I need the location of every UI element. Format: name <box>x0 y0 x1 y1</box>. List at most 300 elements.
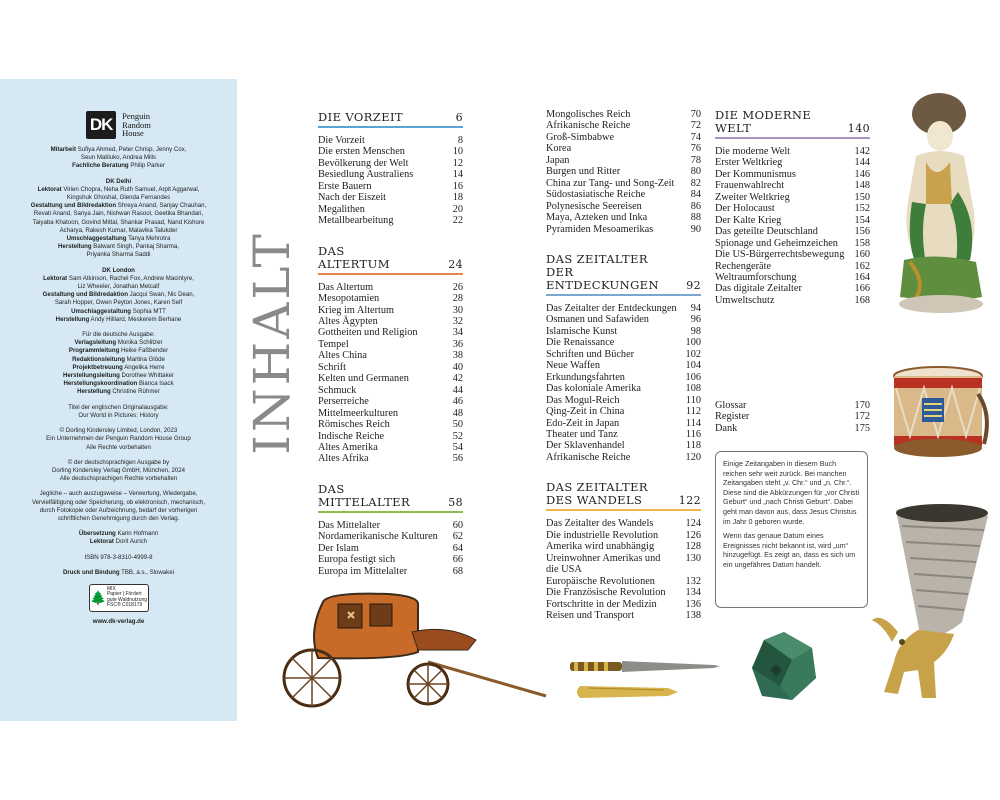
imprint-line <box>10 154 227 162</box>
toc-entry-title: Nordamerikanische Kulturen <box>318 531 438 543</box>
toc-entry[interactable] <box>546 212 701 223</box>
imprint-text: Acharya, Rakesh Kumar, Malavika Talukder <box>59 226 178 234</box>
toc-entry[interactable] <box>318 566 463 577</box>
imprint-text: Ein Unternehmen der Penguin Random House Group <box>46 435 191 443</box>
toc-entry-title: Gottheiten und Religion <box>318 327 418 339</box>
imprint-role: Verlagsleitung <box>74 339 117 347</box>
imprint-block <box>10 427 227 452</box>
imprint-role: Projektbetreuung <box>72 363 123 371</box>
imprint-text: © Dorling Kindersley Limited, London, 2023 <box>59 427 178 435</box>
imprint-role: Mitarbeit <box>50 146 76 153</box>
figurine-image <box>886 92 988 317</box>
toc-entry-page: 18 <box>452 192 463 204</box>
publisher-url[interactable]: www.dk-verlag.de <box>92 617 145 625</box>
toc-entry-title: Frauenwahlrecht <box>715 180 785 192</box>
toc-entry[interactable] <box>546 143 701 154</box>
toc-entry-title: Die Französische Revolution <box>546 587 666 599</box>
toc-entry-title: Afrikanische Reiche <box>546 451 631 463</box>
toc-entry[interactable] <box>318 135 463 146</box>
imprint-line <box>10 427 227 435</box>
toc-entry[interactable] <box>715 169 870 180</box>
toc-entry[interactable] <box>546 109 701 120</box>
toc-entry-page: 96 <box>690 314 701 326</box>
toc-entry-list <box>546 303 701 463</box>
toc-entry-page: 28 <box>452 293 463 305</box>
toc-entry-title: Bevölkerung der Welt <box>318 157 409 169</box>
imprint-line <box>10 444 227 452</box>
section-title: DAS ZEITALTER DER ENTDECKUNGEN <box>546 251 659 292</box>
section-page: 92 <box>686 278 701 292</box>
toc-entry-title: Der Kommunismus <box>715 168 796 180</box>
section-page: 6 <box>455 111 463 124</box>
toc-entry-page: 94 <box>690 302 701 314</box>
toc-entry-title: Tempel <box>318 338 349 350</box>
toc-entry[interactable] <box>318 215 463 226</box>
toc-entry[interactable] <box>546 541 701 552</box>
imprint-text: Jegliche – auch auszugsweise – Verwertung, Wiedergabe, <box>39 490 198 498</box>
toc-entry-title: Zweiter Weltkrieg <box>715 191 790 203</box>
toc-entry-page: 54 <box>452 441 463 453</box>
imprint-line <box>10 243 227 251</box>
toc-entry-page: 76 <box>690 143 701 155</box>
imprint-line <box>10 186 227 194</box>
toc-entry-title: Qing-Zeit in China <box>546 406 625 418</box>
toc-entry[interactable] <box>546 610 701 621</box>
toc-entry-title: Erkundungsfahrten <box>546 371 625 383</box>
toc-entry[interactable] <box>546 314 701 325</box>
toc-section-wandels <box>546 481 701 621</box>
imprint-role: DK Delhi <box>105 177 132 185</box>
imprint-text: Angelika Herre <box>122 363 165 371</box>
toc-column-2 <box>546 109 701 639</box>
imprint-line <box>10 515 227 523</box>
toc-entry[interactable] <box>318 293 463 304</box>
toc-entry[interactable] <box>546 303 701 314</box>
toc-column-3 <box>715 109 870 324</box>
toc-entry-title: Mesopotamien <box>318 293 380 305</box>
toc-entry-page: 56 <box>452 453 463 465</box>
imprint-text: Sophia MTT <box>131 307 166 315</box>
imprint-credits <box>10 146 227 577</box>
toc-entry-page: 138 <box>685 609 701 621</box>
section-heading[interactable] <box>318 245 463 275</box>
imprint-text: Sam Atkinson, Rachel Fox, Andrew Macintyre, <box>67 274 194 282</box>
toc-entry-page: 68 <box>452 565 463 577</box>
toc-entry[interactable] <box>715 283 870 294</box>
toc-entry-title: Europa festigt sich <box>318 554 396 566</box>
toc-entry-title: China zur Tang- und Song-Zeit <box>546 177 675 189</box>
toc-entry[interactable] <box>715 192 870 203</box>
imprint-text: Philip Parker <box>128 162 165 170</box>
toc-entry-page: 22 <box>452 215 463 227</box>
imprint-line <box>10 339 227 347</box>
toc-entry-page: 30 <box>452 304 463 316</box>
toc-entry[interactable] <box>318 146 463 157</box>
toc-entry-page: 8 <box>457 135 463 146</box>
imprint-line <box>10 291 227 299</box>
toc-entry[interactable] <box>318 520 463 531</box>
publisher-logo <box>10 111 227 139</box>
toc-entry-page: 154 <box>854 214 870 226</box>
toc-entry[interactable] <box>318 554 463 565</box>
toc-entry-title: Megalithen <box>318 203 365 215</box>
toc-entry[interactable] <box>715 146 870 157</box>
toc-entry-title: Der Kalte Krieg <box>715 214 782 226</box>
toc-entry[interactable] <box>318 181 463 192</box>
section-title: DAS ZEITALTER DES WANDELS <box>546 480 648 508</box>
imprint-line <box>10 194 227 202</box>
toc-entry[interactable] <box>546 224 701 235</box>
toc-entry-title: Register <box>715 411 750 423</box>
imprint-line <box>10 331 227 339</box>
imprint-line <box>10 356 227 364</box>
imprint-text: Andy Hilliard, Meskerem Berhane <box>89 315 182 323</box>
toc-entry-title: Altes Ägypten <box>318 315 378 327</box>
toc-entry[interactable] <box>318 350 463 361</box>
toc-entry[interactable] <box>546 587 701 598</box>
toc-entry-page: 50 <box>452 419 463 431</box>
toc-entry[interactable] <box>546 189 701 200</box>
toc-entry-page: 164 <box>854 271 870 283</box>
imprint-text: Kingshuk Ghoshal, Glenda Fernandes <box>66 194 171 202</box>
toc-entry-title: Krieg im Altertum <box>318 304 395 316</box>
toc-entry[interactable] <box>318 531 463 542</box>
toc-section-none <box>546 109 701 235</box>
imprint-text: Virien Chopra, Neha Ruth Samuel, Arpit Aggarwal, <box>61 185 200 193</box>
toc-entry[interactable] <box>318 282 463 293</box>
toc-entry[interactable] <box>546 429 701 440</box>
toc-entry[interactable] <box>715 157 870 168</box>
imprint-block <box>10 530 227 546</box>
toc-entry-page: 126 <box>685 529 701 541</box>
toc-entry[interactable] <box>318 204 463 215</box>
toc-entry-page: 64 <box>452 542 463 554</box>
toc-entry-title: Burgen und Ritter <box>546 166 621 178</box>
toc-entry-title: Glossar <box>715 400 747 411</box>
toc-entry[interactable] <box>546 418 701 429</box>
section-page: 58 <box>448 495 463 509</box>
dagger-image <box>568 656 720 702</box>
toc-entry-list <box>715 146 870 306</box>
imprint-text: TBB, a.s., Slowakei <box>119 568 174 576</box>
toc-entry-title: Südostasiatische Reiche <box>546 189 646 201</box>
toc-entry-title: Pyramiden Mesoamerikas <box>546 223 654 235</box>
toc-entry-title: Korea <box>546 143 572 155</box>
toc-entry-page: 66 <box>452 554 463 566</box>
toc-entry-page: 26 <box>452 281 463 293</box>
toc-entry[interactable] <box>715 295 870 306</box>
drum-image <box>888 364 994 462</box>
imprint-line <box>10 388 227 396</box>
imprint-text: Dorothee Whittaker <box>119 372 175 380</box>
gemstone-image <box>750 630 818 702</box>
toc-entry[interactable] <box>715 249 870 260</box>
toc-entry-title: Schrift <box>318 361 347 373</box>
toc-entry-title: Metallbearbeitung <box>318 215 394 227</box>
imprint-role: Lektorat <box>89 538 114 546</box>
toc-entry-page: 12 <box>452 157 463 169</box>
toc-entry-page: 80 <box>690 166 701 178</box>
imprint-text: Jacqui Swan, Nic Dean, <box>127 291 195 299</box>
toc-entry-page: 124 <box>685 518 701 530</box>
note-paragraph-2: Wenn das genaue Datum eines Ereignisses nicht bekannt ist, wird „um“ hinzugefügt. Es zeigt an, dass es sich um ein ungefähres Datum handelt. <box>723 531 856 569</box>
toc-entry-page: 36 <box>452 338 463 350</box>
toc-entry-page: 32 <box>452 315 463 327</box>
toc-entry-page: 84 <box>690 189 701 201</box>
imprint-text: durch Fotokopie oder Aufzeichnung, bedarf der vorherigen <box>39 506 198 514</box>
imprint-text: Taiyaba Khatoon, Govind Mittal, Shankar Prasad, Nand Kishore <box>32 218 205 226</box>
toc-entry[interactable] <box>546 530 701 541</box>
imprint-role: Druck und Bindung <box>63 568 120 576</box>
toc-entry[interactable] <box>546 553 701 576</box>
toc-entry[interactable] <box>715 411 870 422</box>
toc-entry[interactable] <box>318 408 463 419</box>
toc-entry-page: 114 <box>685 417 701 429</box>
toc-entry[interactable] <box>546 201 701 212</box>
section-heading[interactable] <box>318 111 463 128</box>
toc-entry[interactable] <box>318 419 463 430</box>
imprint-role: Gestaltung und Bildredaktion <box>30 202 117 210</box>
section-page: 140 <box>847 122 870 135</box>
toc-entry[interactable] <box>318 316 463 327</box>
toc-section-altertum <box>318 245 463 465</box>
toc-entry[interactable] <box>546 349 701 360</box>
toc-entry-title: Das Mittelalter <box>318 519 381 531</box>
toc-entry[interactable] <box>318 327 463 338</box>
toc-entry[interactable] <box>715 180 870 191</box>
imprint-line <box>10 538 227 546</box>
imprint-text: Monika Schlitzer <box>116 339 163 347</box>
imprint-line <box>10 202 227 210</box>
toc-entry-page: 146 <box>854 168 870 180</box>
imprint-line <box>10 162 227 170</box>
imprint-block <box>10 331 227 397</box>
toc-entry-title: Groß-Simbabwe <box>546 131 615 143</box>
imprint-text: Martina Glöde <box>124 355 165 363</box>
section-heading[interactable] <box>546 481 701 511</box>
toc-entry-page: 48 <box>452 407 463 419</box>
imprint-line <box>10 316 227 324</box>
toc-entry-title: Reisen und Transport <box>546 609 635 621</box>
imprint-text: Liz Wheeler, Jonathan Metcalf <box>77 283 160 291</box>
toc-entry[interactable] <box>546 360 701 371</box>
toc-entry[interactable] <box>546 599 701 610</box>
toc-entry-title: Das Altertum <box>318 281 374 293</box>
toc-entry-page: 116 <box>685 428 701 440</box>
toc-entry-page: 128 <box>685 541 701 553</box>
toc-entry[interactable] <box>715 238 870 249</box>
toc-entry[interactable] <box>715 423 870 434</box>
imprint-role: DK London <box>102 266 135 274</box>
toc-entry[interactable] <box>318 385 463 396</box>
imprint-block <box>10 459 227 484</box>
toc-entry[interactable] <box>546 337 701 348</box>
toc-entry[interactable] <box>318 362 463 373</box>
toc-entry[interactable] <box>546 372 701 383</box>
toc-entry-page: 148 <box>854 180 870 192</box>
toc-entry[interactable] <box>546 120 701 131</box>
imprint-role: Herstellung <box>58 243 92 251</box>
toc-entry-title: Erster Weltkrieg <box>715 157 783 169</box>
toc-entry-page: 10 <box>452 146 463 158</box>
toc-entry[interactable] <box>318 192 463 203</box>
toc-entry-title: Die industrielle Revolution <box>546 529 659 541</box>
imprint-role: Gestaltung und Bildredaktion <box>42 291 128 299</box>
toc-entry[interactable] <box>318 431 463 442</box>
toc-entry-title: Kelten und Germanen <box>318 373 409 385</box>
imprint-line <box>10 412 227 420</box>
toc-entry-page: 156 <box>854 226 870 238</box>
toc-entry[interactable] <box>715 261 870 272</box>
imprint-block <box>10 569 227 577</box>
imprint-text: Vervielfältigung oder Speicherung, ob elektronisch, mechanisch, <box>31 498 206 506</box>
imprint-text: Our World in Pictures: History <box>78 411 159 419</box>
toc-entry[interactable] <box>546 576 701 587</box>
toc-entry[interactable] <box>715 272 870 283</box>
toc-entry-page: 152 <box>854 203 870 215</box>
toc-entry-list <box>546 518 701 621</box>
toc-entry[interactable] <box>318 339 463 350</box>
toc-entry[interactable] <box>318 305 463 316</box>
toc-entry-title: Schmuck <box>318 384 357 396</box>
toc-entry-page: 88 <box>690 212 701 224</box>
imprint-role: Herstellung <box>55 315 90 323</box>
imprint-text: Dorling Kindersley Verlag GmbH, München, 2024 <box>51 466 186 474</box>
toc-entry-title: Die ersten Menschen <box>318 146 405 158</box>
imprint-text: Karin Hofmann <box>115 530 159 538</box>
imprint-role: Fachliche Beratung <box>72 162 129 170</box>
imprint-line <box>10 554 227 562</box>
toc-entry[interactable] <box>318 373 463 384</box>
toc-entry-page: 170 <box>854 400 870 411</box>
toc-entry-title: Das geteilte Deutschland <box>715 226 818 238</box>
toc-entry[interactable] <box>318 543 463 554</box>
toc-entry[interactable] <box>546 518 701 529</box>
imprint-role: Lektorat <box>37 185 62 193</box>
toc-entry-title: Weltraumforschung <box>715 271 797 283</box>
toc-entry-page: 86 <box>690 200 701 212</box>
toc-entry-title: Ureinwohner Amerikas und die USA <box>546 552 661 576</box>
toc-entry[interactable] <box>546 452 701 463</box>
toc-entry-title: Der Holocaust <box>715 203 775 215</box>
toc-entry[interactable] <box>715 215 870 226</box>
toc-entry[interactable] <box>318 158 463 169</box>
toc-entry-page: 106 <box>685 371 701 383</box>
toc-entry-title: Europäische Revolutionen <box>546 575 655 587</box>
section-title: DAS MITTELALTER <box>318 481 411 509</box>
toc-column-1 <box>318 111 463 595</box>
toc-entry-page: 100 <box>685 337 701 349</box>
toc-entry-title: Spionage und Geheimzeichen <box>715 237 838 249</box>
toc-entry[interactable] <box>715 226 870 237</box>
imprint-line <box>10 283 227 291</box>
imprint-block <box>10 178 227 260</box>
toc-entry-page: 136 <box>685 598 701 610</box>
imprint-block <box>10 490 227 523</box>
toc-entry-title: Die Renaissance <box>546 337 615 349</box>
toc-entry[interactable] <box>546 395 701 406</box>
toc-entry[interactable] <box>318 453 463 464</box>
toc-entry-page: 150 <box>854 191 870 203</box>
imprint-role: Herstellungsleitung <box>62 372 120 380</box>
imprint-text: Seun Matiluko, Andrea Mills <box>80 154 157 162</box>
toc-appendix <box>715 400 870 434</box>
imprint-text: © der deutschsprachigen Ausgabe by <box>67 458 170 466</box>
toc-entry[interactable] <box>546 132 701 143</box>
toc-entry-page: 172 <box>854 411 870 423</box>
toc-entry[interactable] <box>546 178 701 189</box>
toc-entry-page: 104 <box>685 360 701 372</box>
toc-entry-title: Japan <box>546 154 570 166</box>
toc-section-entdeckungen <box>546 253 701 463</box>
fsc-label <box>89 584 149 612</box>
toc-entry[interactable] <box>546 326 701 337</box>
toc-entry-page: 40 <box>452 361 463 373</box>
imprint-text: Sufiya Ahmed, Peter Chrisp, Jenny Cox, <box>75 146 187 153</box>
toc-entry-title: Das koloniale Amerika <box>546 383 641 395</box>
section-heading[interactable] <box>318 483 463 513</box>
toc-entry[interactable] <box>318 442 463 453</box>
imprint-text: Priyanka Sharma Saddi <box>86 251 151 259</box>
toc-entry-list <box>318 135 463 227</box>
toc-entry-page: 72 <box>690 120 701 132</box>
toc-entry-title: Indische Reiche <box>318 430 385 442</box>
toc-entry-page: 134 <box>685 587 701 599</box>
imprint-text: Heike Faßbender <box>119 347 169 355</box>
toc-entry[interactable] <box>318 169 463 180</box>
toc-entry[interactable] <box>715 203 870 214</box>
section-heading[interactable] <box>546 253 701 296</box>
imprint-role: Herstellungskoordination <box>63 380 138 388</box>
toc-entry[interactable] <box>546 406 701 417</box>
section-heading[interactable] <box>715 109 870 139</box>
toc-entry[interactable] <box>546 166 701 177</box>
toc-entry-title: Umweltschutz <box>715 294 775 306</box>
carriage-image <box>278 592 548 710</box>
toc-entry[interactable] <box>546 155 701 166</box>
toc-entry[interactable] <box>318 396 463 407</box>
imprint-text: schriftlichen Genehmigung durch den Verlag. <box>57 514 180 522</box>
imprint-line <box>10 404 227 412</box>
imprint-line <box>10 475 227 483</box>
imprint-text: Alle deutschsprachigen Rechte vorbehalten <box>59 475 178 483</box>
toc-entry-page: 78 <box>690 154 701 166</box>
imprint-block <box>10 554 227 562</box>
toc-entry[interactable] <box>546 383 701 394</box>
toc-entry-page: 175 <box>854 422 870 434</box>
imprint-line <box>10 372 227 380</box>
toc-entry-page: 44 <box>452 384 463 396</box>
imprint-text: Dorit Aurich <box>113 538 148 546</box>
section-title: DAS ALTERTUM <box>318 243 390 271</box>
imprint-line <box>10 178 227 186</box>
toc-entry-title: Das digitale Zeitalter <box>715 283 802 295</box>
toc-entry-title: Altes China <box>318 350 367 362</box>
toc-entry-page: 42 <box>452 373 463 385</box>
toc-entry[interactable] <box>715 400 870 411</box>
imprint-line <box>10 227 227 235</box>
toc-section-vorzeit <box>318 111 463 227</box>
toc-entry-page: 82 <box>690 177 701 189</box>
toc-entry[interactable] <box>546 440 701 451</box>
toc-entry-page: 98 <box>690 325 701 337</box>
imprint-block <box>10 267 227 324</box>
imprint-line <box>10 499 227 507</box>
page-title: INHALT <box>243 231 301 455</box>
imprint-role: Programmleitung <box>68 347 120 355</box>
imprint-text: Revati Anand, Sanya Jain, Nishwan Rasool, Geetika Bhandari, <box>33 210 204 218</box>
toc-entry-page: 132 <box>685 575 701 587</box>
